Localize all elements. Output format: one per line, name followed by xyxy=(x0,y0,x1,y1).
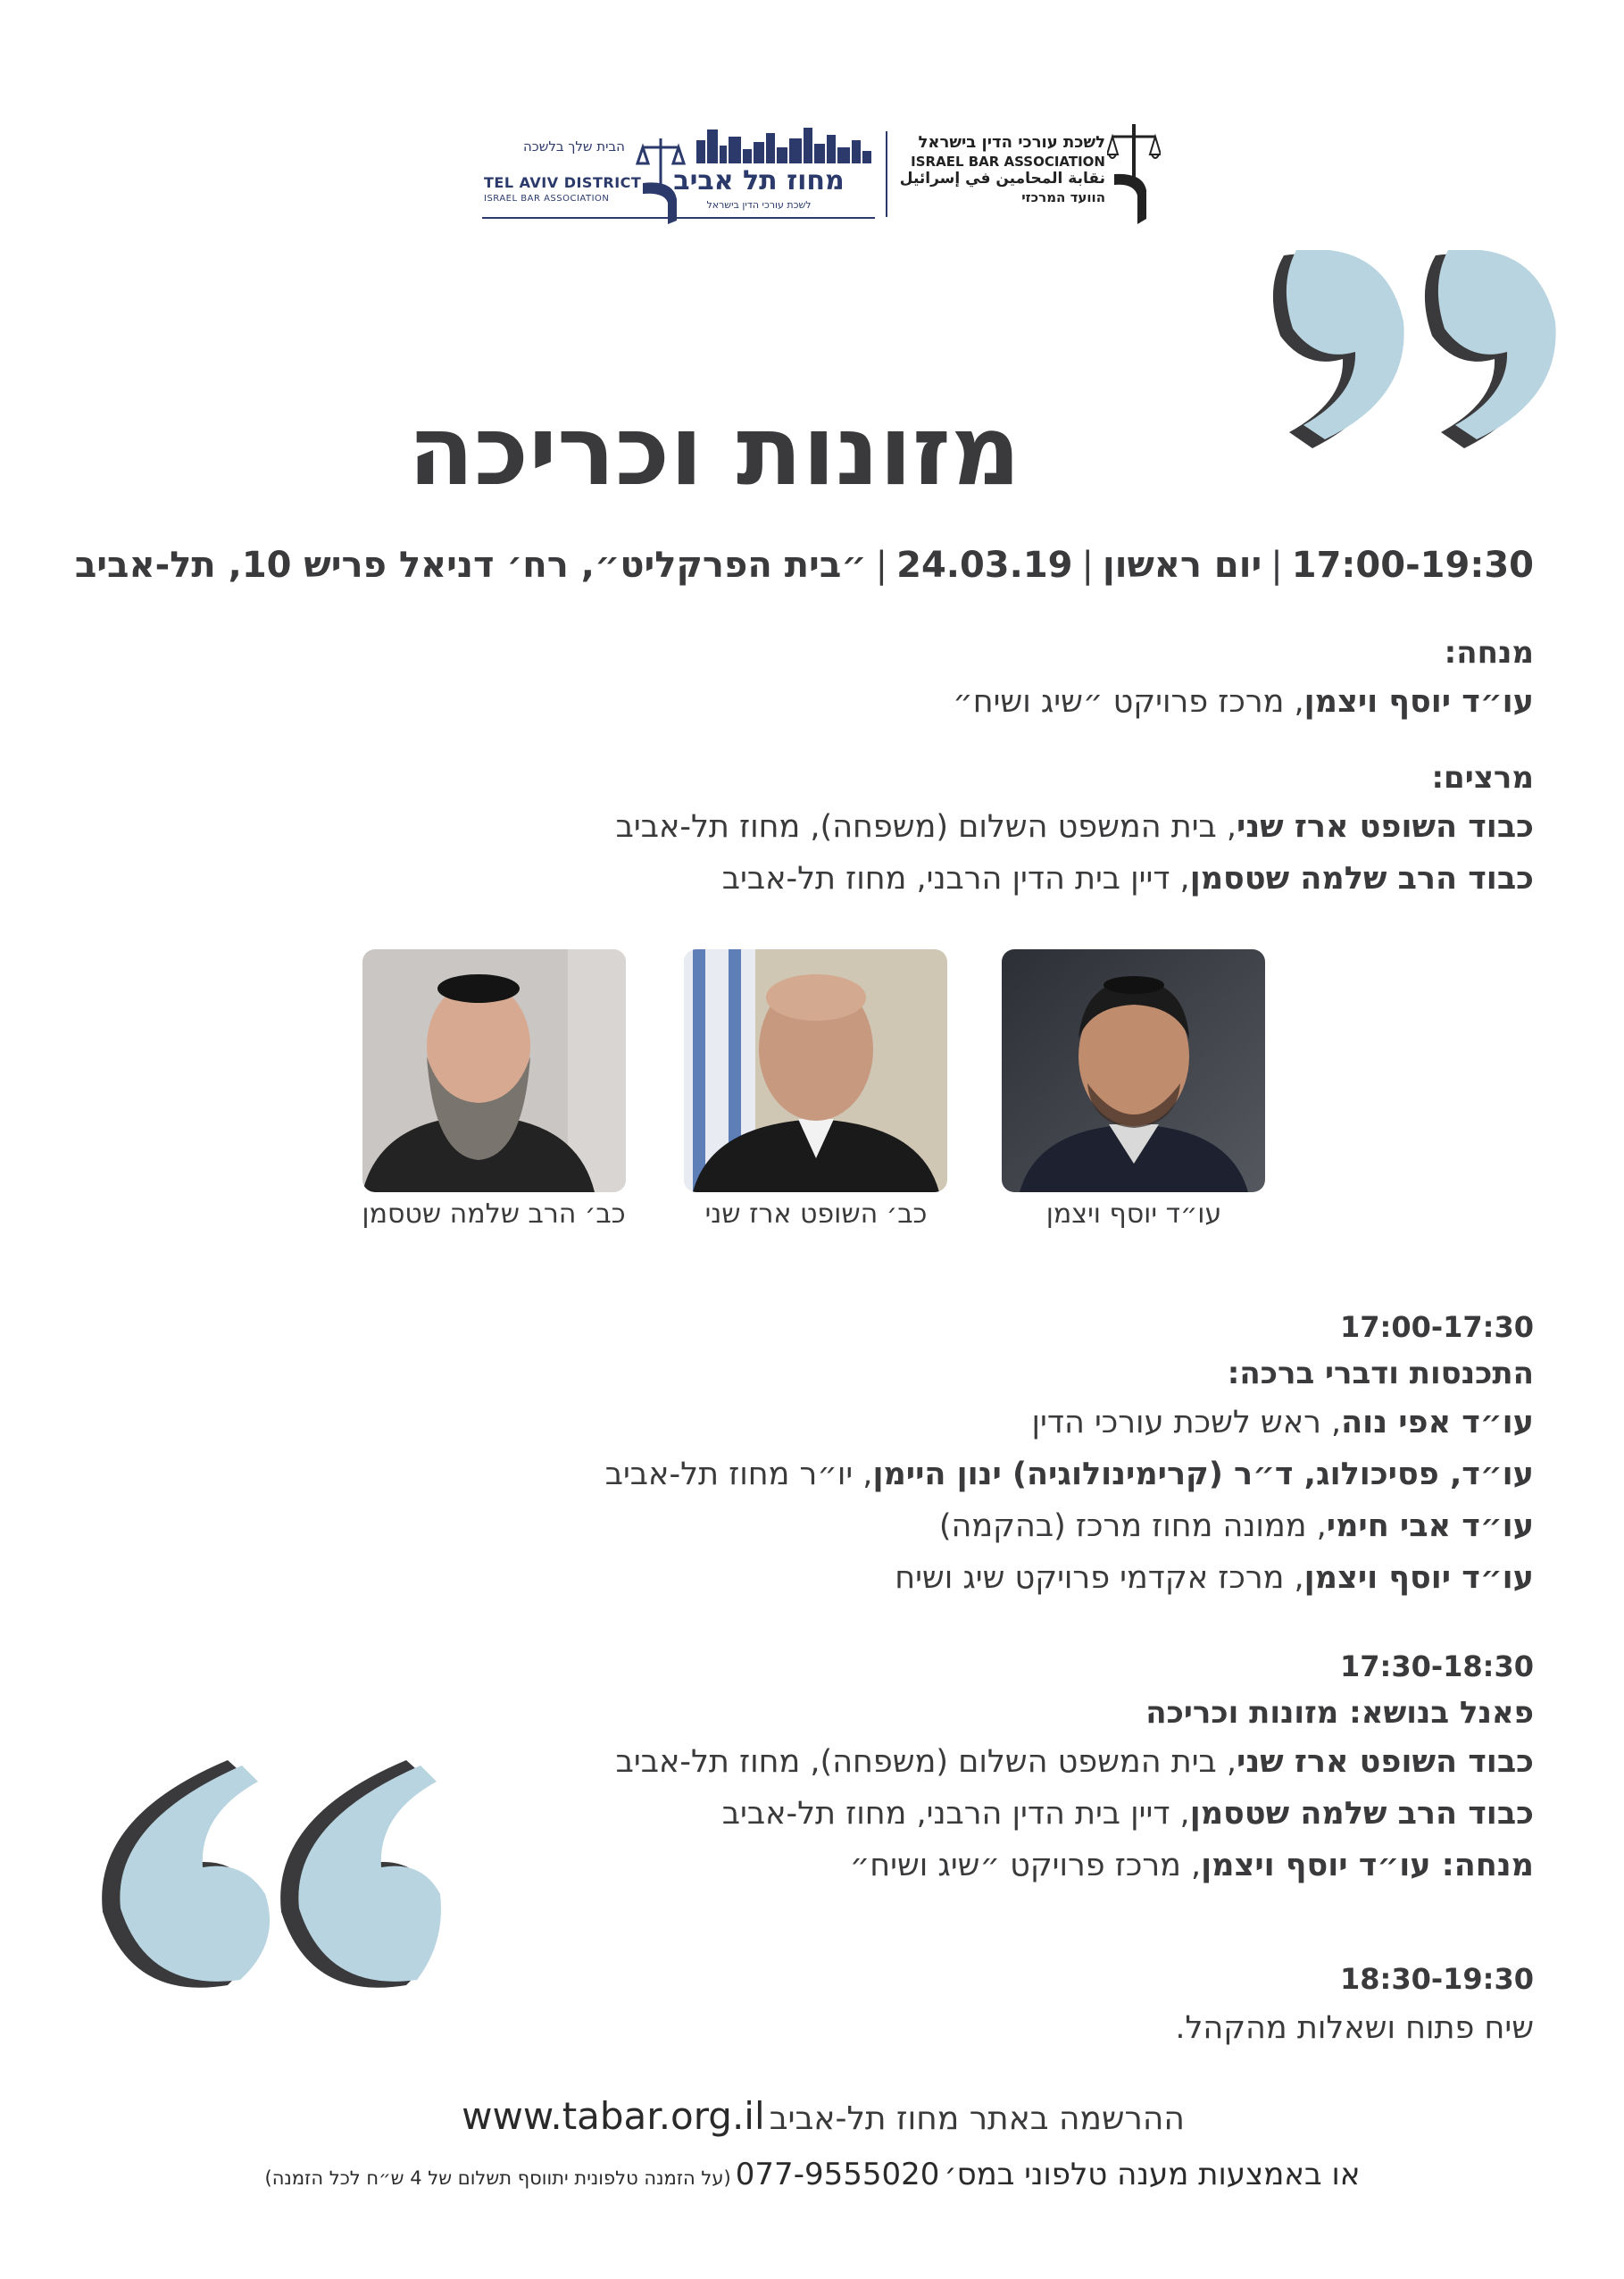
participant-role: , מרכז אקדמי פרויקט שיג ושיח xyxy=(895,1560,1304,1596)
participant-name: עו״ד יוסף ויצמן xyxy=(1303,1560,1534,1596)
host-role: , מרכז פרויקט ״שיג ושיח״ xyxy=(953,684,1304,720)
session-time: 18:30-19:30 xyxy=(1340,1962,1534,1996)
participant-role: , מרכז פרויקט ״שיג ושיח״ xyxy=(849,1848,1202,1883)
session-participant xyxy=(87,1840,1534,1891)
iba-hebrew-name: לשכת עורכי הדין בישראל xyxy=(918,133,1105,152)
session-participant xyxy=(87,1788,1534,1840)
event-info-line xyxy=(70,545,1534,586)
participant-name: כבוד השופט ארז שני xyxy=(1237,1744,1534,1780)
logo-underline xyxy=(482,217,875,219)
district-english-sub: ISRAEL BAR ASSOCIATION xyxy=(484,194,610,204)
registration-link[interactable]: www.tabar.org.il xyxy=(462,2094,765,2138)
speaker-photo-sheni xyxy=(684,949,947,1192)
speakers-label: מרצים: xyxy=(1431,760,1534,796)
speaker-line xyxy=(87,801,1534,853)
participant-name: כבוד הרב שלמה שטסמן xyxy=(1189,1796,1534,1832)
session-text: שיח פתוח ושאלות מהקהל. xyxy=(1175,2010,1534,2046)
speakers-block xyxy=(87,755,1534,905)
scales-of-justice-icon xyxy=(1107,121,1161,226)
district-english-name: TEL AVIV DISTRICT xyxy=(484,174,642,191)
tel-aviv-district-logo xyxy=(482,121,875,226)
district-slogan: הבית שלך בלשכה xyxy=(523,138,625,154)
photo-caption: עו״ד יוסף ויצמן xyxy=(1045,1198,1222,1230)
session-open-discussion xyxy=(87,1956,1534,2054)
host-name: עו״ד יוסף ויצמן xyxy=(1303,684,1534,720)
iba-arabic-name: نقابة المحامين في إسرائيل xyxy=(899,170,1105,188)
photo-caption: כב׳ הרב שלמה שטסמן xyxy=(362,1198,626,1230)
phone-line xyxy=(179,2157,1446,2192)
participant-role: , ממונה מחוז מרכז (בהקמה) xyxy=(938,1508,1327,1544)
iba-council-label: הוועד המרכזי xyxy=(1021,188,1105,205)
speaker-photo-stesman xyxy=(362,949,626,1192)
event-time: 17:00-19:30 xyxy=(1291,545,1534,586)
host-line xyxy=(87,676,1534,728)
speaker-photo-weizman xyxy=(1002,949,1265,1192)
event-location: ״בית הפרקליט״, רח׳ דניאל פריש 10, תל-אביב xyxy=(74,545,867,586)
portrait-image xyxy=(1002,949,1265,1192)
portrait-image xyxy=(362,949,626,1192)
israel-bar-association-logo xyxy=(893,121,1161,226)
participant-name: עו״ד אבי חימי xyxy=(1326,1508,1534,1544)
session-participant xyxy=(87,1397,1534,1448)
session-heading: התכנסות ודברי ברכה: xyxy=(1227,1356,1534,1391)
session-time: 17:00-17:30 xyxy=(1340,1310,1534,1344)
closing-quote-icon xyxy=(1268,250,1571,455)
phone-text: או באמצעות מענה טלפוני במס׳ xyxy=(944,2157,1361,2192)
event-day: יום ראשון xyxy=(1102,545,1262,586)
session-participant xyxy=(87,1500,1534,1552)
host-label: מנחה: xyxy=(1444,635,1534,671)
separator: | xyxy=(1270,545,1283,586)
separator: | xyxy=(1081,545,1094,586)
session-time: 17:30-18:30 xyxy=(1340,1649,1534,1683)
header-logos xyxy=(482,121,1161,228)
speaker-name: כבוד הרב שלמה שטסמן xyxy=(1189,861,1534,897)
phone-note: (על הזמנה טלפונית יתווסף תשלום של 4 ש״ח לכל הזמנה) xyxy=(264,2167,731,2189)
session-heading: פאנל בנושא: מזונות וכריכה xyxy=(1145,1695,1534,1731)
page-title: מזונות וכריכה xyxy=(407,396,1021,507)
photo-caption: כב׳ השופט ארז שני xyxy=(704,1198,928,1230)
speaker-name: כבוד השופט ארז שני xyxy=(1237,809,1534,845)
district-hebrew-name: מחוז תל אביב xyxy=(673,165,845,196)
participant-name: עו״ד, פסיכולוג, ד״ר (קרימינולוגיה) ינון היימן xyxy=(872,1457,1534,1492)
session-panel xyxy=(87,1643,1534,1891)
host-block xyxy=(87,630,1534,728)
phone-number[interactable]: 077-9555020 xyxy=(735,2157,940,2192)
separator: | xyxy=(875,545,888,586)
speaker-role: , דיין בית הדין הרבני, מחוז תל-אביב xyxy=(721,861,1190,897)
logo-divider xyxy=(886,131,887,217)
participant-role: , ראש לשכת עורכי הדין xyxy=(1031,1405,1342,1440)
session-participant xyxy=(87,1552,1534,1604)
iba-english-name: ISRAEL BAR ASSOCIATION xyxy=(911,153,1105,170)
registration-line xyxy=(179,2094,1446,2138)
event-date: 24.03.19 xyxy=(896,545,1073,586)
participant-role: , יו״ר מחוז תל-אביב xyxy=(604,1457,873,1492)
participant-name: עו״ד אפי נוה xyxy=(1341,1405,1534,1440)
session-participant xyxy=(87,1736,1534,1788)
session-participant xyxy=(87,1448,1534,1500)
participant-role: , בית המשפט השלום (משפחה), מחוז תל-אביב xyxy=(615,1744,1237,1780)
participant-role: , דיין בית הדין הרבני, מחוז תל-אביב xyxy=(721,1796,1190,1832)
portrait-image xyxy=(684,949,947,1192)
speaker-role: , בית המשפט השלום (משפחה), מחוז תל-אביב xyxy=(615,809,1237,845)
speaker-line xyxy=(87,853,1534,905)
participant-name: מנחה: עו״ד יוסף ויצמן xyxy=(1201,1848,1534,1883)
registration-text: ההרשמה באתר מחוז תל-אביב xyxy=(769,2100,1185,2137)
district-hebrew-sub: לשכת עורכי הדין בישראל xyxy=(706,199,812,211)
session-opening xyxy=(87,1304,1534,1604)
